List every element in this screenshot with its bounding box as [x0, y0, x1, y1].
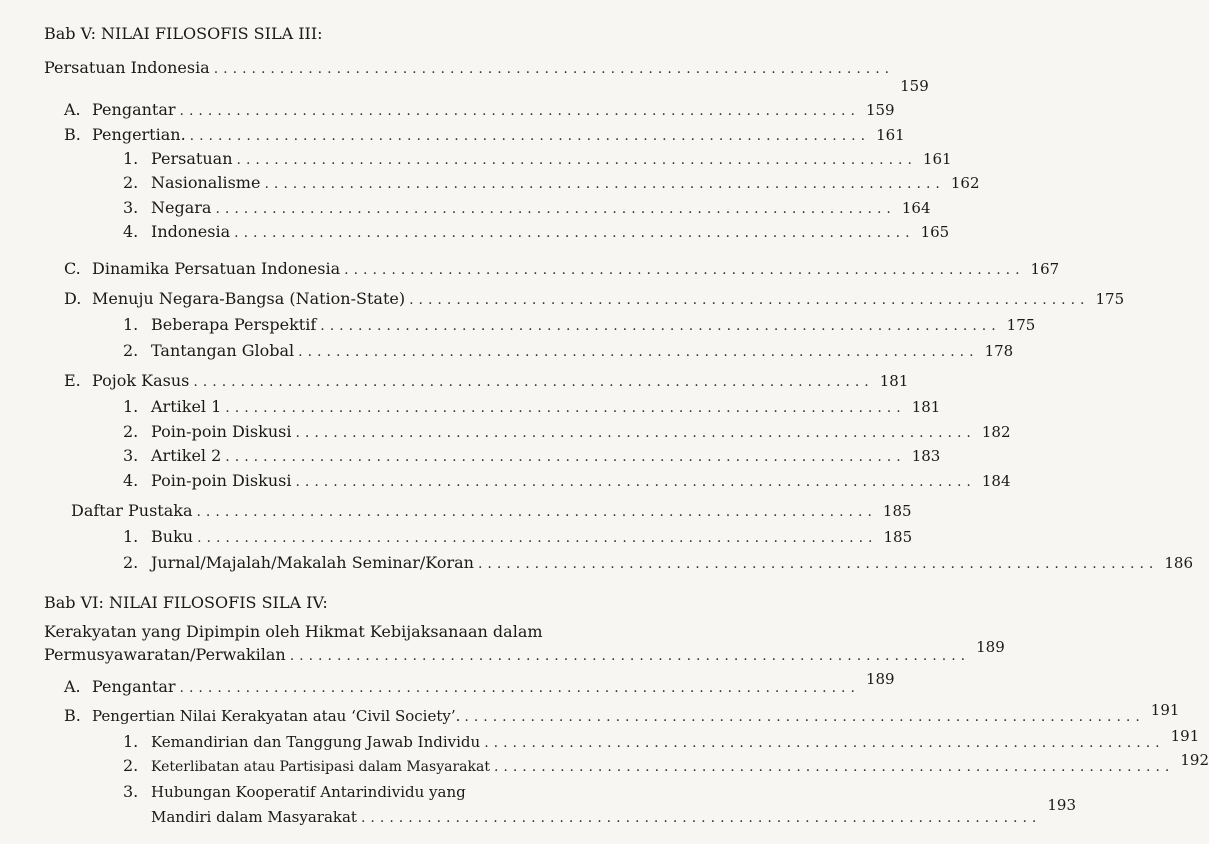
toc-entry — [0, 197, 931, 220]
toc-entry — [0, 258, 1060, 281]
leader-dots: ........................................................................ — [298, 344, 979, 360]
toc-number: 1. — [123, 732, 139, 751]
toc-entry — [0, 370, 909, 393]
toc-label: Buku — [151, 527, 194, 546]
page-number: 186 — [1164, 554, 1194, 572]
leader-dots: ........................................................................ — [477, 556, 1159, 572]
toc-label: Persatuan Indonesia — [44, 58, 210, 77]
toc-entry — [0, 552, 1194, 575]
toc-number: 3. — [123, 446, 139, 465]
toc-entry — [0, 500, 912, 523]
leader-dots: ........................................................................ — [179, 680, 860, 696]
leader-dots: ........................................................................ — [484, 735, 1165, 751]
page-number: 159 — [900, 77, 929, 95]
page-number: 167 — [1030, 260, 1060, 278]
toc-entry — [0, 751, 1209, 778]
toc-number: A. — [64, 677, 81, 696]
toc-label: Permusyawaratan/Perwakilan — [44, 645, 286, 664]
toc-number: E. — [64, 371, 81, 390]
leader-dots: ........................................................................ — [409, 292, 1090, 308]
toc-number: 3. — [123, 198, 139, 217]
toc-number: A. — [64, 100, 81, 119]
page-number: 183 — [911, 447, 941, 465]
toc-number: 2. — [123, 173, 139, 192]
leader-dots: ........................................................................ — [493, 759, 1175, 775]
leader-dots: ........................................................................ — [179, 103, 860, 119]
toc-label: Pojok Kasus — [92, 371, 190, 390]
leader-dots: ........................................................................ — [236, 152, 917, 168]
toc-number: 2. — [123, 422, 139, 441]
leader-dots: ........................................................................ — [234, 225, 915, 241]
toc-number: B. — [64, 125, 81, 144]
toc-entry — [0, 470, 1011, 493]
chapter-title-row — [0, 638, 1005, 667]
chapter-heading-bab-v: Bab V: NILAI FILOSOFIS SILA III: — [44, 24, 323, 43]
leader-dots: ........................................................................ — [213, 61, 895, 77]
toc-number: D. — [64, 289, 82, 308]
leader-dots: ........................................................................ — [197, 530, 878, 546]
page-number: 161 — [876, 126, 905, 144]
toc-label: Dinamika Persatuan Indonesia — [92, 259, 341, 278]
toc-label: Poin-poin Diskusi — [151, 422, 292, 441]
toc-label: Persatuan — [151, 149, 233, 168]
toc-label: Menuju Negara-Bangsa (Nation-State) — [92, 289, 406, 308]
leader-dots: ........................................................................ — [225, 449, 906, 465]
toc-number: 1. — [123, 527, 139, 546]
chapter-title-line: Kerakyatan yang Dipimpin oleh Hikmat Kebijaksanaan dalam — [44, 622, 543, 641]
page-number: 175 — [1095, 290, 1125, 308]
toc-entry — [0, 99, 895, 122]
toc-entry — [0, 288, 1125, 311]
toc-entry — [0, 314, 1036, 337]
toc-label: Keterlibatan atau Partisipasi dalam Masyarakat — [151, 759, 490, 775]
page-number: 192 — [1180, 751, 1209, 769]
page-number: 165 — [920, 223, 950, 241]
toc-label: Pengertian Nilai Kerakyatan atau ‘Civil Society’. — [92, 707, 461, 725]
leader-dots: ........................................................................ — [295, 425, 976, 441]
toc-label: Daftar Pustaka — [71, 501, 193, 520]
leader-dots: ........................................................................ — [215, 201, 896, 217]
toc-entry — [0, 148, 952, 171]
toc-label: Artikel 2 — [151, 446, 222, 465]
toc-label: Tantangan Global — [151, 341, 295, 360]
chapter-title-row — [0, 57, 929, 95]
toc-number: 1. — [123, 149, 139, 168]
toc-number: 2. — [123, 756, 139, 775]
toc-label: Pengertian. — [92, 125, 186, 144]
page-number: 191 — [1150, 701, 1180, 719]
toc-number: 2. — [123, 341, 139, 360]
page-number: 164 — [901, 199, 931, 217]
toc-entry — [0, 172, 980, 195]
page-number: 159 — [865, 101, 895, 119]
leader-dots: ........................................................................ — [225, 400, 906, 416]
page-number: 185 — [882, 502, 912, 520]
toc-entry — [0, 421, 1011, 444]
page-number: 181 — [879, 372, 909, 390]
toc-label: Poin-poin Diskusi — [151, 471, 292, 490]
toc-label: Pengantar — [92, 677, 176, 696]
leader-dots: ........................................................................ — [264, 176, 945, 192]
toc-label: Artikel 1 — [151, 397, 222, 416]
toc-entry — [0, 781, 570, 803]
toc-label: Mandiri dalam Masyarakat — [151, 808, 357, 826]
leader-dots: ........................................................................ — [193, 374, 874, 390]
toc-label: Negara — [151, 198, 212, 217]
page-number: 161 — [922, 150, 952, 168]
toc-number: 1. — [123, 397, 139, 416]
toc-number: 2. — [123, 553, 139, 572]
page-number: 178 — [984, 342, 1014, 360]
leader-dots: ........................................................................ — [295, 474, 976, 490]
toc-label: Jurnal/Majalah/Makalah Seminar/Koran — [151, 553, 474, 572]
toc-entry — [0, 340, 1014, 363]
leader-dots: ........................................................................ — [360, 810, 1042, 826]
toc-number: C. — [64, 259, 81, 278]
toc-entry — [0, 670, 895, 699]
leader-dots: ........................................................................ — [320, 318, 1001, 334]
page-number: 184 — [981, 472, 1011, 490]
toc-number: 3. — [123, 782, 139, 801]
chapter-heading-bab-vi: Bab VI: NILAI FILOSOFIS SILA IV: — [44, 593, 328, 612]
page-number: 182 — [981, 423, 1011, 441]
page-number: 175 — [1006, 316, 1036, 334]
toc-entry-continuation — [0, 796, 1077, 829]
toc-entry — [0, 526, 913, 549]
toc-label: Kemandirian dan Tanggung Jawab Individu — [151, 733, 481, 751]
toc-number: 1. — [123, 315, 139, 334]
page-number: 193 — [1047, 796, 1077, 814]
page-number: 189 — [976, 638, 1005, 656]
toc-entry — [0, 727, 1200, 754]
page-number: 181 — [911, 398, 941, 416]
toc-entry — [0, 445, 941, 468]
toc-number: 4. — [123, 222, 139, 241]
toc-number: 4. — [123, 471, 139, 490]
page-number: 191 — [1170, 727, 1200, 745]
page-number: 185 — [883, 528, 913, 546]
page-number: 189 — [865, 670, 895, 688]
toc-label: Indonesia — [151, 222, 231, 241]
toc-number: B. — [64, 706, 81, 725]
leader-dots: ........................................................................ — [344, 262, 1025, 278]
leader-dots: ........................................................................ — [189, 128, 871, 144]
page-number: 162 — [950, 174, 980, 192]
toc-label: Pengantar — [92, 100, 176, 119]
toc-label: Hubungan Kooperatif Antarindividu yang — [151, 783, 466, 801]
toc-label: Nasionalisme — [151, 173, 261, 192]
leader-dots: ........................................................................ — [289, 648, 971, 664]
leader-dots: ........................................................................ — [196, 504, 877, 520]
toc-entry — [0, 221, 950, 244]
toc-entry — [0, 701, 1180, 728]
toc-entry — [0, 124, 905, 147]
leader-dots: ........................................................................ — [464, 709, 1145, 725]
toc-entry — [0, 396, 941, 419]
toc-label: Beberapa Perspektif — [151, 315, 317, 334]
